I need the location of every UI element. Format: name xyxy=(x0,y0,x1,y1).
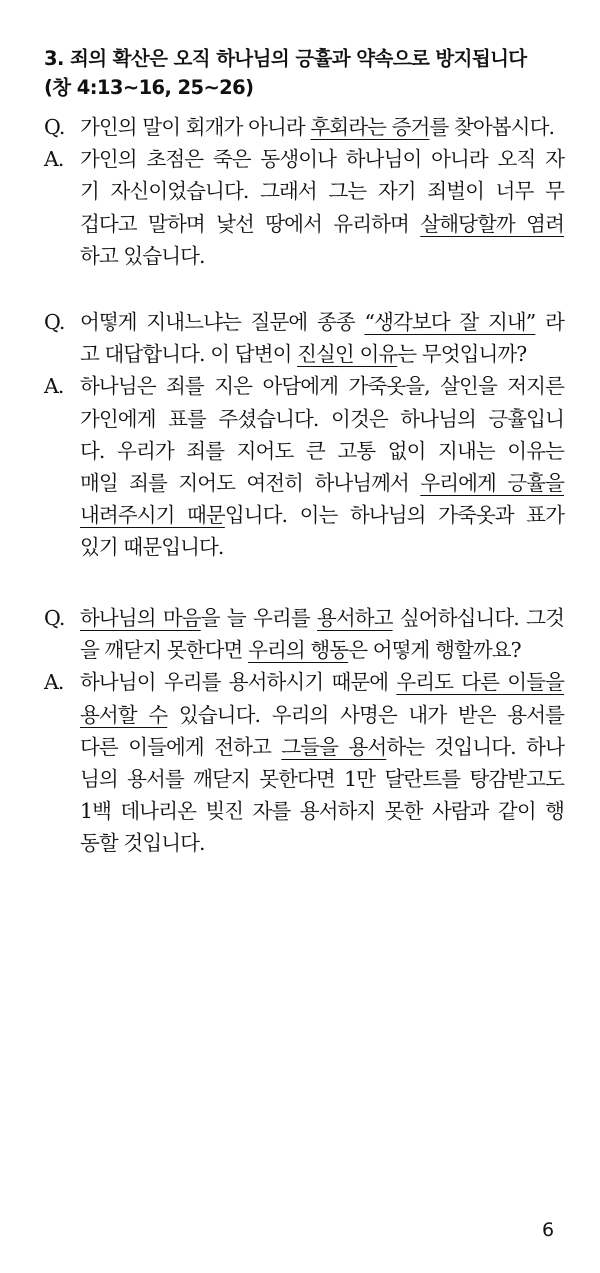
text-line xyxy=(80,208,564,240)
answer-text xyxy=(80,143,564,272)
answer-text xyxy=(80,666,564,859)
question-marker: Q. xyxy=(44,606,65,630)
text-line xyxy=(80,666,564,698)
text-segment: 입니다. 이는 하나님의 가죽옷과 표가 xyxy=(224,503,564,528)
text-line xyxy=(80,111,564,143)
underlined-phrase: 하나님의 마음 xyxy=(80,606,201,630)
text-line xyxy=(80,240,564,272)
answer-row xyxy=(44,666,564,859)
qa-block-2 xyxy=(44,306,564,564)
text-line xyxy=(80,731,564,763)
underlined-phrase: 용서하고 xyxy=(317,606,393,630)
text-line xyxy=(80,370,564,402)
text-segment: 가인에게 표를 주셨습니다. 이것은 하나님의 긍휼입니 xyxy=(80,406,564,431)
answer-marker: A. xyxy=(44,670,64,695)
text-segment: 겁다고 말하며 낯선 땅에서 유리하며 xyxy=(80,211,421,236)
text-line xyxy=(80,175,564,207)
underlined-phrase: 그들을 용서 xyxy=(281,734,387,759)
qa-block-3 xyxy=(44,602,564,860)
text-segment: 하나님은 죄를 지은 아담에게 가죽옷을, 살인을 저지른 xyxy=(80,374,564,399)
text-segment: 어떻게 지내느냐는 질문에 종종 xyxy=(80,310,365,334)
text-line xyxy=(80,499,564,531)
question-text xyxy=(80,111,564,143)
underlined-phrase: 진실인 이유 xyxy=(297,342,398,367)
text-segment: 기 자신이었습니다. 그래서 그는 자기 죄벌이 너무 무 xyxy=(80,179,564,204)
answer-marker: A. xyxy=(44,374,64,399)
text-line xyxy=(80,143,564,175)
underlined-phrase: 살해당할까 염려 xyxy=(420,211,564,236)
text-line xyxy=(80,602,564,634)
text-line xyxy=(80,435,564,467)
question-row xyxy=(44,111,564,143)
text-line xyxy=(80,795,564,827)
text-line xyxy=(80,763,564,795)
text-segment: 다. 우리가 죄를 지어도 큰 고통 없이 지내는 이유는 xyxy=(80,438,564,463)
answer-text xyxy=(80,370,564,563)
text-segment: 을 깨닫지 못한다면 xyxy=(80,638,249,663)
text-segment: 하나님이 우리를 용서하시기 때문에 xyxy=(80,670,397,695)
underlined-phrase: 우리의 행동 xyxy=(248,638,349,663)
text-line xyxy=(80,467,564,499)
text-segment: 가인의 말이 회개가 아니라 xyxy=(80,115,311,139)
text-segment: 을 늘 우리를 xyxy=(200,606,317,630)
text-segment: 은 어떻게 행할까요? xyxy=(348,638,521,663)
text-segment: 동할 것입니다. xyxy=(80,831,205,856)
underlined-phrase: 우리도 다른 이들을 xyxy=(396,670,564,695)
text-line xyxy=(80,699,564,731)
text-segment: 님의 용서를 깨닫지 못한다면 1만 달란트를 탕감받고도 xyxy=(80,767,564,792)
question-row xyxy=(44,602,564,666)
text-segment: 라 xyxy=(535,310,564,334)
section-heading-title: 3. 죄의 확산은 오직 하나님의 긍휼과 약속으로 방지됩니다 xyxy=(44,47,527,70)
text-segment: 있습니다. 우리의 사명은 내가 받은 용서를 xyxy=(167,702,564,727)
text-segment: 고 대답합니다. 이 답변이 xyxy=(80,342,298,367)
question-marker: Q. xyxy=(44,310,65,334)
text-segment: 가인의 초점은 죽은 동생이나 하나님이 아니라 오직 자 xyxy=(80,147,564,172)
text-segment: 1백 데나리온 빚진 자를 용서하지 못한 사람과 같이 행 xyxy=(80,799,564,824)
text-segment: 다른 이들에게 전하고 xyxy=(80,734,282,759)
question-text xyxy=(80,602,564,666)
answer-row xyxy=(44,370,564,563)
underlined-phrase: “생각보다 잘 지내” xyxy=(364,310,536,334)
page-number: 6 xyxy=(542,1219,555,1241)
text-line xyxy=(80,338,564,370)
underlined-phrase: 용서할 수 xyxy=(80,702,168,727)
section-heading-reference: (창 4:13~16, 25~26) xyxy=(44,76,254,99)
text-segment: 매일 죄를 지어도 여전히 하나님께서 xyxy=(80,471,421,496)
text-segment: 있기 때문입니다. xyxy=(80,535,224,560)
text-segment: 는 무엇입니까? xyxy=(397,342,527,367)
underlined-phrase: 내려주시기 때문 xyxy=(80,503,225,528)
text-segment: 를 찾아봅시다. xyxy=(429,115,555,139)
text-line xyxy=(80,827,564,859)
text-line xyxy=(80,306,564,338)
answer-row xyxy=(44,143,564,272)
text-line xyxy=(80,403,564,435)
text-segment: 싶어하십니다. 그것 xyxy=(392,606,564,630)
text-line xyxy=(80,634,564,666)
underlined-phrase: 후회라는 증거 xyxy=(310,115,430,139)
qa-block-1 xyxy=(44,111,564,272)
question-text xyxy=(80,306,564,370)
question-marker: Q. xyxy=(44,115,65,139)
section-heading xyxy=(44,44,564,102)
text-segment: 하고 있습니다. xyxy=(80,243,205,268)
text-line xyxy=(80,531,564,563)
answer-marker: A. xyxy=(44,147,64,172)
question-row xyxy=(44,306,564,370)
underlined-phrase: 우리에게 긍휼을 xyxy=(420,471,564,496)
text-segment: 하는 것입니다. 하나 xyxy=(386,734,564,759)
